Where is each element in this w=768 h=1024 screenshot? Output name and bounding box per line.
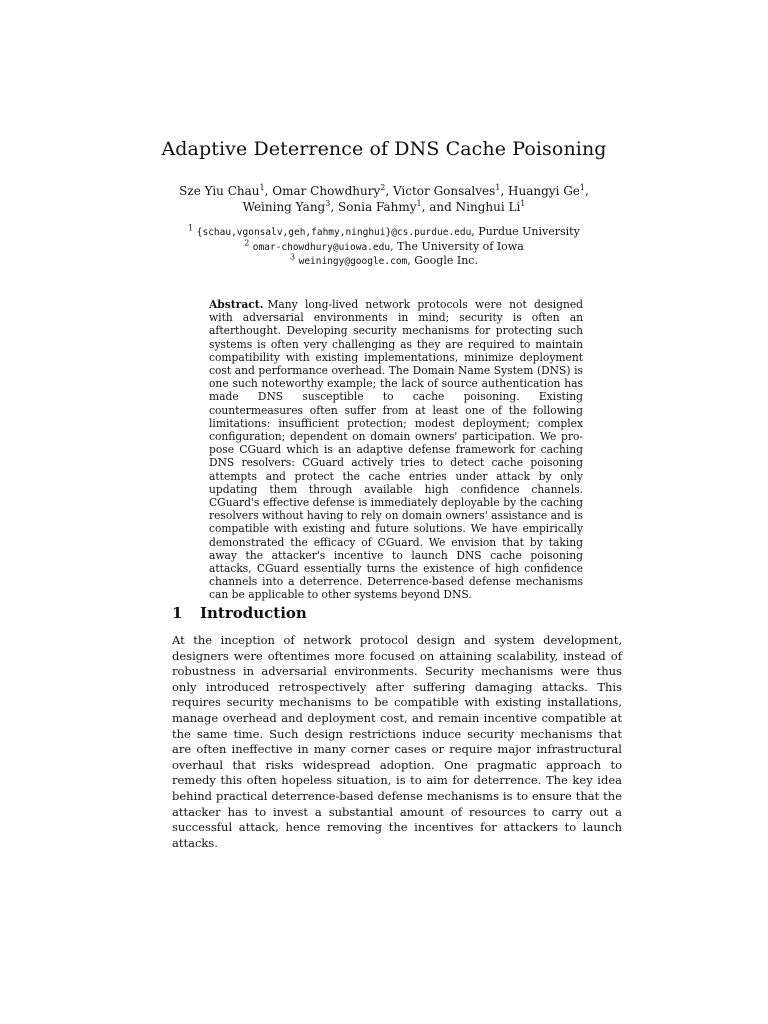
author-affiliation-mark: 1 xyxy=(416,198,422,208)
author-separator: , xyxy=(500,184,509,198)
affiliation-mark: 2 xyxy=(244,237,250,247)
affiliation-line xyxy=(172,254,596,269)
section-body: At the inception of network protocol design and system development, designers were oftentimes more focused on attaining scalability, instead of robustness in adversarial environments. Security mechanisms were thus only introduced retrospectively after suffering damaging attacks. This requires security mechanisms to be compatible with existing installations, manage overhead and deployment cost, and remain incentive compatible at the same time. Such design restrictions induce security mechanisms that are often ineffective in many corner cases or require major infrastructural overhaul that risks widespread adoption. One pragmatic approach to remedy this often hopeless situation, is to aim for deterrence. The key idea behind practical deterrence-based defense mechanisms is to ensure that the attacker has to invest a substantial amount of resources to carry out a successful attack, hence removing the incentives for attackers to launch attacks. xyxy=(172,633,622,850)
affiliation-email: weiningy@google.com xyxy=(298,256,408,267)
affiliation-org: , Purdue University xyxy=(471,225,580,238)
author-name: Huangyi Ge xyxy=(508,184,580,198)
author-name: Omar Chowdhury xyxy=(272,184,381,198)
author-name: Weining Yang xyxy=(242,199,326,214)
author-affiliation-mark: 1 xyxy=(495,183,501,192)
affiliation-list xyxy=(172,225,596,269)
affiliation-org: , Google Inc. xyxy=(407,254,478,267)
author-name: Victor Gonsalves xyxy=(392,184,496,198)
affiliation-line xyxy=(172,237,596,255)
affiliation-line xyxy=(172,225,596,240)
author-name: Ninghui Li xyxy=(455,199,521,214)
author-list xyxy=(172,184,596,215)
author-separator: , xyxy=(385,184,393,198)
author-separator: , xyxy=(585,184,589,198)
abstract-label: Abstract. xyxy=(209,298,264,311)
abstract-text: Many long-lived network protocols were not designed with adversarial environments in mind; security is often an afterthought. Developing security mechanisms for protecting such systems is often very challenging as they are required to maintain compatibility with existing implementations, minimize deployment cost and performance overhead. The Domain Name System (DNS) is one such noteworthy example; the lack of source authentication has made DNS susceptible to cache poisoning. Existing countermeasures often suffer from at least one of the following limitations: insufficient protection; modest deployment; complex configuration; dependent on domain owners' participation. We propose CGuard which is an adaptive defense framework for caching DNS resolvers: CGuard actively tries to detect cache poisoning attempts and protect the cache entries under attack by only updating them through available high confidence channels. CGuard's effective defense is immediately deployable by the caching resolvers without having to rely on domain owners' assistance and is compatible with existing and future solutions. We have empirically demonstrated the efficacy of CGuard. We envision that by taking away the attacker's incentive to launch DNS cache poisoning attacks, CGuard essentially turns the existence of high confidence channels into a deterrence. Deterrence-based defense mechanisms can be applicable to other systems beyond DNS. xyxy=(209,298,583,602)
section-title: Introduction xyxy=(200,604,307,622)
author-affiliation-mark: 1 xyxy=(520,198,526,208)
paper-title: Adaptive Deterrence of DNS Cache Poisoning xyxy=(161,138,607,160)
affiliation-email: omar-chowdhury@uiowa.edu xyxy=(252,241,391,253)
author-separator: , xyxy=(330,199,338,214)
affiliation-mark: 3 xyxy=(290,252,296,262)
author-affiliation-mark: 3 xyxy=(325,198,331,208)
affiliation-email: {schau,vgonsalv,geh,fahmy,ninghui}@cs.purdue.edu xyxy=(196,227,472,238)
author-name: Sze Yiu Chau xyxy=(179,184,260,198)
author-separator: , and xyxy=(421,199,456,214)
affiliation-mark: 1 xyxy=(188,223,194,233)
author-affiliation-mark: 1 xyxy=(579,183,586,192)
section-heading xyxy=(172,603,307,623)
author-affiliation-mark: 2 xyxy=(380,183,386,192)
author-separator: , xyxy=(264,184,273,198)
section-number: 1 xyxy=(172,604,183,622)
abstract xyxy=(209,298,583,602)
author-affiliation-mark: 1 xyxy=(259,183,265,192)
affiliation-org: , The University of Iowa xyxy=(390,239,524,253)
author-name: Sonia Fahmy xyxy=(337,199,417,214)
